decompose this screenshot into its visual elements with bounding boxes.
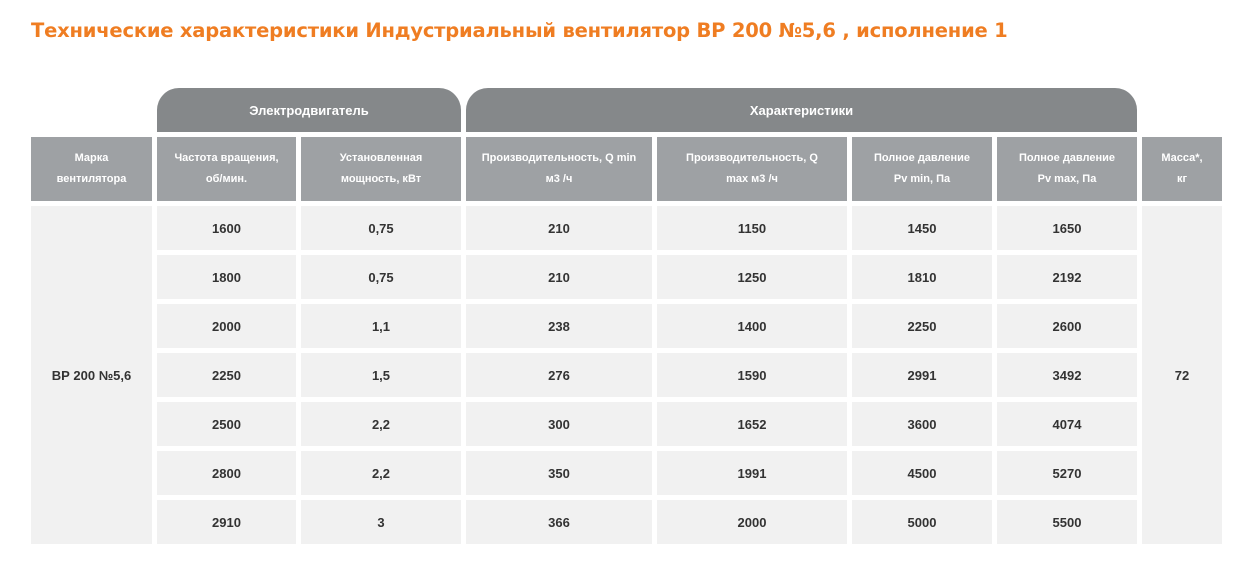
table-cell-power: 1,5 [301, 353, 461, 397]
table-cell-power: 0,75 [301, 255, 461, 299]
table-cell-pvmax: 4074 [997, 402, 1137, 446]
table-cell-qmax: 1590 [657, 353, 847, 397]
table-cell-power: 0,75 [301, 206, 461, 250]
table-cell-pvmax: 3492 [997, 353, 1137, 397]
table-cell-speed: 1800 [157, 255, 296, 299]
table-cell-pvmax: 5270 [997, 451, 1137, 495]
table-cell-power: 2,2 [301, 451, 461, 495]
table-cell-qmin: 210 [466, 206, 652, 250]
column-header-qmin: Производительность, Q min м3 /ч [466, 137, 652, 201]
mass-cell: 72 [1142, 206, 1222, 544]
table-cell-pvmin: 5000 [852, 500, 992, 544]
table-cell-pvmax: 5500 [997, 500, 1137, 544]
table-cell-pvmax: 1650 [997, 206, 1137, 250]
page-title: Технические характеристики Индустриальный вентилятор ВР 200 №5,6 , исполнение 1 [31, 19, 1008, 42]
table-cell-qmax: 1250 [657, 255, 847, 299]
column-header-power: Установленная мощность, кВт [301, 137, 461, 201]
table-cell-power: 2,2 [301, 402, 461, 446]
table-cell-qmax: 1991 [657, 451, 847, 495]
table-cell-speed: 2500 [157, 402, 296, 446]
group-header-characteristics: Характеристики [466, 88, 1137, 132]
column-header-speed: Частота вращения, об/мин. [157, 137, 296, 201]
table-cell-pvmax: 2600 [997, 304, 1137, 348]
column-header-brand: Марка вентилятора [31, 137, 152, 201]
table-cell-qmax: 1400 [657, 304, 847, 348]
table-cell-speed: 1600 [157, 206, 296, 250]
column-header-mass: Масса*, кг [1142, 137, 1222, 201]
table-cell-power: 1,1 [301, 304, 461, 348]
table-cell-qmin: 366 [466, 500, 652, 544]
table-cell-pvmax: 2192 [997, 255, 1137, 299]
column-header-qmax: Производительность, Q max м3 /ч [657, 137, 847, 201]
table-cell-pvmin: 1450 [852, 206, 992, 250]
table-cell-speed: 2910 [157, 500, 296, 544]
table-cell-speed: 2250 [157, 353, 296, 397]
table-cell-pvmin: 2250 [852, 304, 992, 348]
table-cell-qmin: 238 [466, 304, 652, 348]
table-cell-power: 3 [301, 500, 461, 544]
table-cell-qmax: 1150 [657, 206, 847, 250]
group-header-motor: Электродвигатель [157, 88, 461, 132]
column-header-pvmax: Полное давление Pv max, Па [997, 137, 1137, 201]
table-cell-pvmin: 1810 [852, 255, 992, 299]
table-cell-qmin: 350 [466, 451, 652, 495]
table-cell-pvmin: 3600 [852, 402, 992, 446]
table-cell-qmax: 2000 [657, 500, 847, 544]
table-cell-qmax: 1652 [657, 402, 847, 446]
table-cell-speed: 2000 [157, 304, 296, 348]
table-cell-qmin: 210 [466, 255, 652, 299]
brand-cell: ВР 200 №5,6 [31, 206, 152, 544]
table-cell-qmin: 300 [466, 402, 652, 446]
table-cell-speed: 2800 [157, 451, 296, 495]
table-cell-pvmin: 4500 [852, 451, 992, 495]
table-cell-qmin: 276 [466, 353, 652, 397]
column-header-pvmin: Полное давление Pv min, Па [852, 137, 992, 201]
table-cell-pvmin: 2991 [852, 353, 992, 397]
